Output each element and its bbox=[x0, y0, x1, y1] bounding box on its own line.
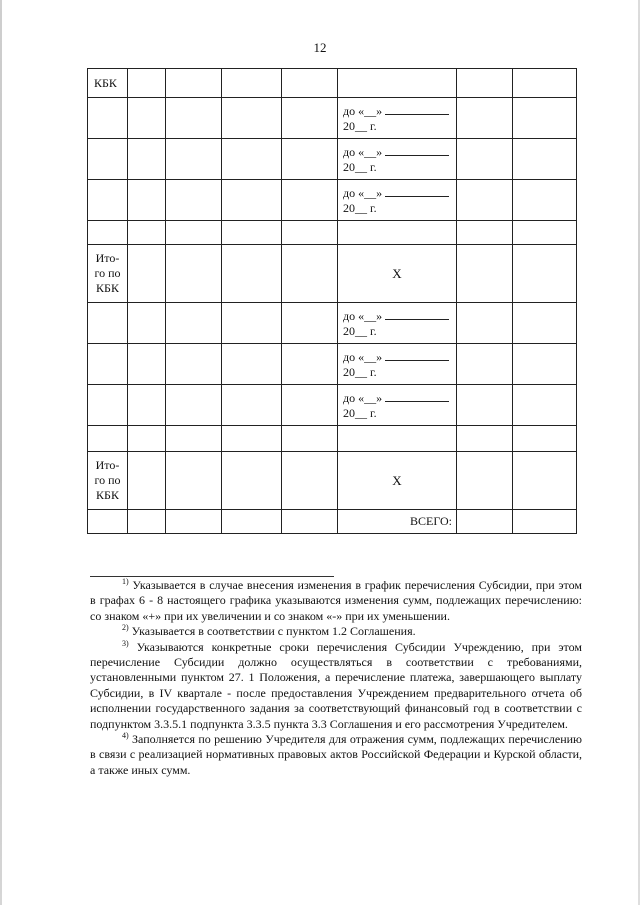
itogo-label-line: КБК bbox=[96, 281, 119, 295]
table-cell bbox=[282, 426, 338, 452]
table-cell bbox=[282, 452, 338, 510]
total-label: ВСЕГО: bbox=[338, 510, 457, 534]
table-cell bbox=[282, 303, 338, 344]
table-cell bbox=[222, 344, 282, 385]
footnote-text: Указывается в случае внесения изменения в график перечисления Субсидии, при этом в графах 6 - 8 настоящего графика указываются изменения сумм, подлежащих перечислению: со знаком «+» при их увеличении и со знаком «-» при их уменьшении. bbox=[90, 578, 583, 623]
table-cell bbox=[166, 69, 222, 98]
table-cell bbox=[457, 221, 513, 245]
table-row bbox=[88, 139, 577, 180]
table-cell bbox=[128, 221, 166, 245]
table-cell bbox=[513, 245, 577, 303]
footnote-text: Указывается в соответствии с пунктом 1.2 Соглашения. bbox=[131, 624, 416, 639]
table-cell bbox=[88, 510, 128, 534]
date-day-text: до «__» bbox=[343, 308, 386, 323]
table-cell bbox=[166, 385, 222, 426]
itogo-label-line: КБК bbox=[96, 488, 119, 502]
table-cell bbox=[128, 510, 166, 534]
table-row bbox=[88, 452, 577, 510]
table-cell bbox=[88, 180, 128, 221]
table-cell bbox=[222, 221, 282, 245]
table-cell bbox=[166, 139, 222, 180]
table-cell bbox=[513, 303, 577, 344]
scan-edge-left bbox=[0, 0, 2, 905]
table-cell bbox=[222, 69, 282, 98]
table-cell bbox=[128, 69, 166, 98]
footnotes bbox=[90, 578, 582, 778]
table-cell bbox=[282, 510, 338, 534]
table-cell bbox=[338, 69, 457, 98]
table-cell bbox=[282, 221, 338, 245]
table-row bbox=[88, 245, 577, 303]
date-day-text: до «__» bbox=[343, 144, 386, 159]
date-year-text: 20__ г. bbox=[343, 159, 377, 174]
date-day-text: до «__» bbox=[343, 349, 386, 364]
date-year-text: 20__ г. bbox=[343, 323, 377, 338]
blank-line bbox=[385, 103, 449, 115]
footnote bbox=[90, 640, 582, 732]
table-cell bbox=[457, 69, 513, 98]
footnote bbox=[90, 732, 582, 778]
payment-date-cell bbox=[338, 180, 457, 221]
table-cell bbox=[282, 385, 338, 426]
table-cell bbox=[513, 98, 577, 139]
table-row bbox=[88, 303, 577, 344]
footnote-mark: 1) bbox=[122, 577, 129, 586]
table-row bbox=[88, 180, 577, 221]
table-cell bbox=[513, 69, 577, 98]
table-cell bbox=[166, 180, 222, 221]
table-cell bbox=[166, 344, 222, 385]
blank-line bbox=[385, 308, 449, 320]
table-cell bbox=[457, 510, 513, 534]
table-cell bbox=[282, 245, 338, 303]
table-cell bbox=[166, 98, 222, 139]
footnote-text: Заполняется по решению Учредителя для отражения сумм, подлежащих перечислению в связи с реализацией нормативных правовых актов Российской Федерации и Курской области, а также иных сумм. bbox=[90, 732, 583, 777]
table-cell bbox=[338, 426, 457, 452]
date-day-text: до «__» bbox=[343, 185, 386, 200]
table-cell bbox=[222, 180, 282, 221]
table-cell bbox=[222, 510, 282, 534]
table-cell bbox=[222, 139, 282, 180]
footnote-text: Указываются конкретные сроки перечисления Субсидии Учреждению, при этом перечисление Субсидии должно осуществляться в соответствии с требованиями, установленными пунктом 27. 1 Положения, а перечисление платежа, завершающего выплату Субсидии, в IV квартале - после предоставления Учреждением предварительного отчета об исполнении государственного задания за соответствующий финансовый год в соответствии с подпунктом 3.3.5.1 подпункта 3.3.5 пункта 3.3 Соглашения и его рассмотрения Учредителем. bbox=[90, 639, 582, 731]
date-day-text: до «__» bbox=[343, 390, 386, 405]
table-cell bbox=[457, 452, 513, 510]
table-cell bbox=[88, 98, 128, 139]
table-cell bbox=[88, 303, 128, 344]
date-year-text: 20__ г. bbox=[343, 118, 377, 133]
footnote bbox=[90, 624, 582, 639]
kbk-label: КБК bbox=[88, 69, 128, 98]
table-cell bbox=[128, 344, 166, 385]
table-cell bbox=[166, 426, 222, 452]
table-cell bbox=[282, 69, 338, 98]
table-cell bbox=[88, 139, 128, 180]
table-row bbox=[88, 221, 577, 245]
date-year-text: 20__ г. bbox=[343, 200, 377, 215]
table-cell bbox=[128, 139, 166, 180]
table-cell bbox=[222, 245, 282, 303]
table-cell bbox=[166, 221, 222, 245]
table-cell bbox=[513, 510, 577, 534]
table-cell bbox=[128, 303, 166, 344]
table-cell bbox=[166, 245, 222, 303]
table-cell bbox=[222, 303, 282, 344]
payment-date-cell bbox=[338, 139, 457, 180]
table-cell bbox=[166, 452, 222, 510]
payment-date-cell bbox=[338, 303, 457, 344]
not-applicable-mark: Х bbox=[338, 245, 457, 303]
table-row bbox=[88, 98, 577, 139]
table-cell bbox=[513, 180, 577, 221]
payment-date-cell bbox=[338, 385, 457, 426]
table-cell bbox=[88, 385, 128, 426]
table-cell bbox=[88, 221, 128, 245]
table-cell bbox=[513, 139, 577, 180]
itogo-label-line: Ито- bbox=[95, 458, 120, 472]
table-cell bbox=[457, 344, 513, 385]
table-cell bbox=[457, 245, 513, 303]
not-applicable-mark: Х bbox=[338, 452, 457, 510]
itogo-label-line: го по bbox=[94, 473, 121, 487]
table-cell bbox=[128, 426, 166, 452]
itogo-label bbox=[88, 452, 128, 510]
table-cell bbox=[128, 98, 166, 139]
table-cell bbox=[222, 98, 282, 139]
table-cell bbox=[166, 510, 222, 534]
footnote-mark: 3) bbox=[122, 638, 129, 648]
footnote-mark: 2) bbox=[122, 623, 129, 633]
table-cell bbox=[128, 180, 166, 221]
table-cell bbox=[166, 303, 222, 344]
table-cell bbox=[282, 98, 338, 139]
table-cell bbox=[282, 139, 338, 180]
table-cell bbox=[222, 385, 282, 426]
table-cell bbox=[513, 344, 577, 385]
table-row bbox=[88, 510, 577, 534]
table-cell bbox=[222, 426, 282, 452]
table-cell bbox=[513, 385, 577, 426]
table-cell bbox=[128, 385, 166, 426]
itogo-label bbox=[88, 245, 128, 303]
date-year-text: 20__ г. bbox=[343, 364, 377, 379]
table-row bbox=[88, 344, 577, 385]
itogo-label-line: го по bbox=[94, 266, 121, 280]
table-cell bbox=[513, 426, 577, 452]
blank-line bbox=[385, 390, 449, 402]
table-cell bbox=[513, 221, 577, 245]
table-cell bbox=[128, 245, 166, 303]
table-cell bbox=[457, 303, 513, 344]
table-cell bbox=[88, 344, 128, 385]
date-year-text: 20__ г. bbox=[343, 405, 377, 420]
payment-date-cell bbox=[338, 344, 457, 385]
table-cell bbox=[128, 452, 166, 510]
footnote-mark: 4) bbox=[122, 731, 129, 741]
table-cell bbox=[457, 139, 513, 180]
date-day-text: до «__» bbox=[343, 103, 386, 118]
table-cell bbox=[457, 180, 513, 221]
table-row bbox=[88, 426, 577, 452]
table-cell bbox=[338, 221, 457, 245]
table-row bbox=[88, 385, 577, 426]
table-cell bbox=[282, 180, 338, 221]
table-cell bbox=[88, 426, 128, 452]
table-row bbox=[88, 69, 577, 98]
itogo-label-line: Ито- bbox=[95, 251, 120, 265]
table-cell bbox=[222, 452, 282, 510]
footnote bbox=[90, 578, 582, 624]
table-cell bbox=[513, 452, 577, 510]
blank-line bbox=[385, 349, 449, 361]
page-number: 12 bbox=[313, 40, 327, 55]
table-cell bbox=[282, 344, 338, 385]
payment-schedule-table bbox=[87, 68, 577, 534]
blank-line bbox=[385, 144, 449, 156]
table-cell bbox=[457, 98, 513, 139]
table-cell bbox=[457, 385, 513, 426]
blank-line bbox=[385, 185, 449, 197]
payment-date-cell bbox=[338, 98, 457, 139]
table-cell bbox=[457, 426, 513, 452]
